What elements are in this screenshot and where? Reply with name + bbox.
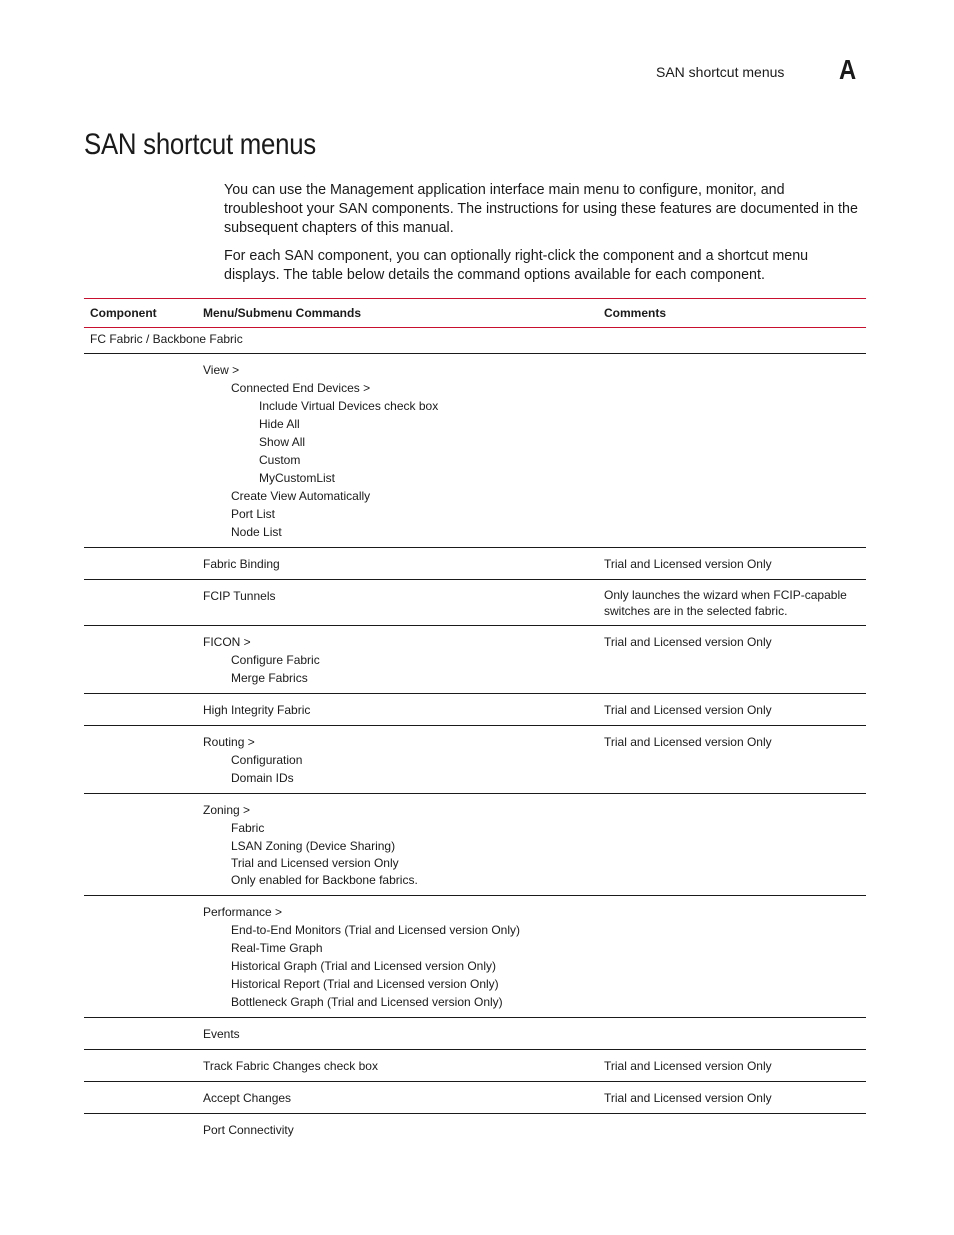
intro-paragraph-1: You can use the Management application interface main menu to configure, monitor, and troubleshoot your SAN components. The instructions for using these features are documented in the subsequent chapters of this manual. <box>224 182 858 236</box>
table-row <box>84 1018 866 1050</box>
table-row <box>84 548 866 580</box>
node-list: Node List <box>231 525 282 539</box>
create-view-automatically: Create View Automatically <box>231 489 371 503</box>
domain-ids: Domain IDs <box>231 771 294 785</box>
performance-menu: Performance > <box>203 905 283 919</box>
page-title: SAN shortcut menus <box>84 128 316 161</box>
table-row <box>84 896 866 1018</box>
merge-fabrics: Merge Fabrics <box>231 671 308 685</box>
shortcut-menu-table <box>84 298 866 1145</box>
ficon-menu-cell <box>197 626 598 694</box>
end-to-end-monitors: End-to-End Monitors (Trial and Licensed version Only) <box>231 923 521 937</box>
port-connectivity: Port Connectivity <box>203 1123 294 1137</box>
header-component: Component <box>84 299 197 328</box>
zoning-fabric: Fabric <box>231 821 265 835</box>
routing-comment: Trial and Licensed version Only <box>598 726 866 794</box>
zoning-menu: Zoning > <box>203 803 251 817</box>
port-list: Port List <box>231 507 276 521</box>
routing-menu: Routing > <box>203 735 255 749</box>
connected-end-devices: Connected End Devices > <box>231 381 371 395</box>
configure-fabric: Configure Fabric <box>231 653 320 667</box>
view-menu: View > <box>203 363 240 377</box>
lsan-zoning: LSAN Zoning (Device Sharing) <box>231 839 396 853</box>
table-row <box>84 694 866 726</box>
routing-configuration: Configuration <box>231 753 303 767</box>
routing-menu-cell <box>197 726 598 794</box>
table-row <box>84 580 866 626</box>
events: Events <box>197 1018 598 1050</box>
show-all: Show All <box>259 435 306 449</box>
track-fabric-changes: Track Fabric Changes check box <box>197 1050 598 1082</box>
table-row <box>84 1050 866 1082</box>
table-row <box>84 726 866 794</box>
historical-report: Historical Report (Trial and Licensed version Only) <box>231 977 499 991</box>
header-menu: Menu/Submenu Commands <box>197 299 598 328</box>
custom: Custom <box>259 453 301 467</box>
view-menu-cell <box>197 354 598 548</box>
zoning-note-2: Only enabled for Backbone fabrics. <box>231 873 418 887</box>
accept-changes: Accept Changes <box>197 1082 598 1114</box>
table-header-row <box>84 299 866 328</box>
hide-all: Hide All <box>259 417 300 431</box>
fabric-binding: Fabric Binding <box>197 548 598 580</box>
running-header-title: SAN shortcut menus <box>656 64 785 80</box>
table-row <box>84 794 866 896</box>
table-row <box>84 626 866 694</box>
appendix-letter: A <box>839 54 857 85</box>
ficon-menu: FICON > <box>203 635 251 649</box>
table-row <box>84 1082 866 1114</box>
include-virtual-devices: Include Virtual Devices check box <box>259 399 439 413</box>
my-custom-list: MyCustomList <box>259 471 336 485</box>
historical-graph: Historical Graph (Trial and Licensed version Only) <box>231 959 496 973</box>
section-row <box>84 328 866 354</box>
fcip-tunnels-comment: Only launches the wizard when FCIP-capable switches are in the selected fabric. <box>598 580 866 626</box>
zoning-menu-cell <box>197 794 598 896</box>
table-row <box>84 354 866 548</box>
fcip-tunnels: FCIP Tunnels <box>197 580 598 626</box>
intro-text <box>224 181 864 294</box>
track-fabric-changes-comment: Trial and Licensed version Only <box>598 1050 866 1082</box>
accept-changes-comment: Trial and Licensed version Only <box>598 1082 866 1114</box>
performance-menu-cell <box>197 896 598 1018</box>
high-integrity-comment: Trial and Licensed version Only <box>598 694 866 726</box>
real-time-graph: Real-Time Graph <box>231 941 323 955</box>
header-comments: Comments <box>598 299 866 328</box>
ficon-comment: Trial and Licensed version Only <box>598 626 866 694</box>
section-label: FC Fabric / Backbone Fabric <box>84 328 866 354</box>
zoning-note-1: Trial and Licensed version Only <box>231 856 399 870</box>
intro-paragraph-2: For each SAN component, you can optionally right-click the component and a shortcut menu displays. The table below details the command options available for each component. <box>224 248 809 283</box>
table-row <box>84 1114 866 1146</box>
high-integrity-fabric: High Integrity Fabric <box>197 694 598 726</box>
bottleneck-graph: Bottleneck Graph (Trial and Licensed version Only) <box>231 995 503 1009</box>
fabric-binding-comment: Trial and Licensed version Only <box>598 548 866 580</box>
